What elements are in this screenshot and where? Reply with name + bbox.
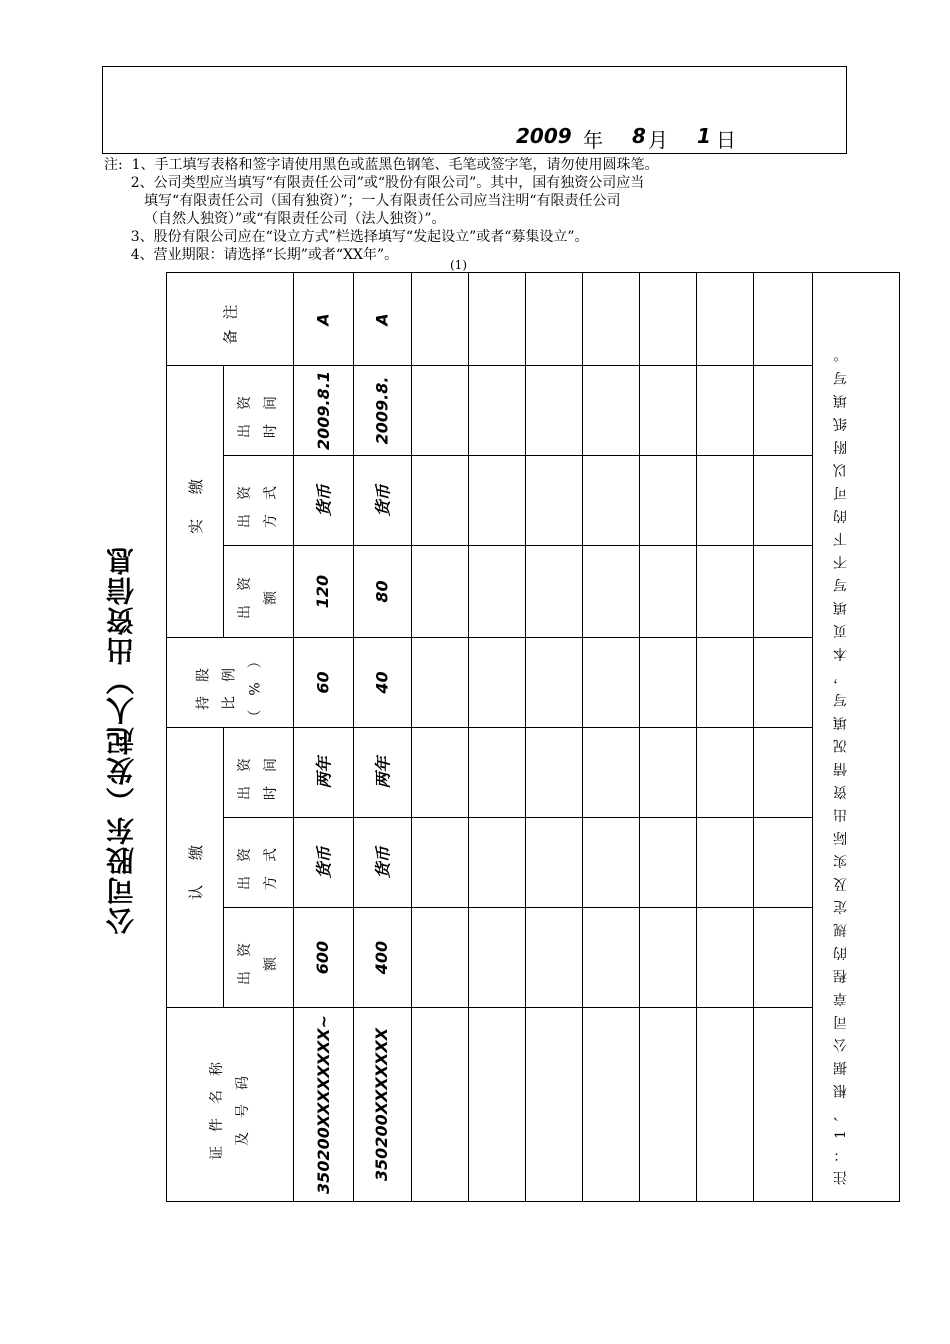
notes-prefix: 注: [104, 157, 123, 173]
row1-share-ratio: 60 [313, 670, 333, 694]
header-paid-time: 出资 时间 [237, 382, 279, 438]
header-sub-time: 出资 时间 [237, 744, 279, 800]
header-remark: 备注 [221, 293, 240, 345]
header-paid-method: 出资 方式 [237, 472, 279, 528]
note-line: 填写“有限责任公司（国有独资）”；一人有限责任公司应当注明“有限责任公司 [130, 193, 621, 209]
row2-paid-method: 货币 [373, 483, 393, 517]
row2-sub-time: 两年 [373, 755, 393, 789]
row2-remark: A [372, 312, 392, 326]
page-number: (1) [450, 258, 467, 272]
row1-sub-time: 两年 [314, 755, 334, 789]
row2-share-ratio: 40 [372, 670, 392, 694]
row1-remark: A [313, 312, 333, 326]
date-day-unit: 日 [716, 128, 736, 152]
note-line: 2、公司类型应当填写“有限责任公司”或“股份有限公司”。其中，国有独资公司应当 [130, 175, 645, 191]
row2-paid-time: 2009.8. [372, 376, 392, 444]
row2-sub-amount: 400 [372, 940, 392, 974]
row2-id-number: 350200XXXXXXX [372, 1027, 392, 1181]
date-month: 8 [632, 124, 646, 148]
header-paid: 实 缴 [186, 468, 205, 534]
date-year: 2009 [516, 124, 572, 148]
row1-paid-method: 货币 [314, 483, 334, 517]
note-line: 4、营业期限：请选择“长期”或者“XX年”。 [130, 247, 399, 263]
row1-paid-amount: 120 [313, 574, 333, 608]
note-line: （自然人独资）”或“有限责任公司（法人独资）”。 [130, 211, 446, 227]
header-sub-method: 出资 方式 [237, 834, 279, 890]
note-line: 3、股份有限公司应在“设立方式”栏选择填写“发起设立”或者“募集设立”。 [130, 229, 589, 245]
row1-sub-method: 货币 [314, 845, 334, 879]
note-line: 1、手工填写表格和签字请使用黑色或蓝黑色钢笔、毛笔或签字笔，请勿使用圆珠笔。 [131, 157, 659, 173]
row2-paid-amount: 80 [372, 579, 392, 603]
header-sub-amount: 出资 额 [237, 929, 279, 985]
date-year-unit: 年 [583, 128, 603, 152]
side-note: 注：1、根据公司章程的规定及实际出资情况填写，本页填写不下的可以附纸填写。 [833, 339, 849, 1185]
header-paid-amount: 出资 额 [237, 563, 279, 619]
page-title: 公司股东（发起人）出资信息 [105, 545, 138, 935]
investment-table [166, 272, 900, 1202]
notes [104, 156, 659, 264]
row2-sub-method: 货币 [373, 845, 393, 879]
row1-sub-amount: 600 [313, 940, 333, 974]
row1-id-number: 350200XXXXXXXX~ [313, 1014, 333, 1194]
date-day: 1 [697, 124, 711, 148]
header-subscribed: 认 缴 [186, 834, 205, 900]
header-share-ratio: 持股 比例 （%） [196, 640, 264, 724]
date-month-unit: 月 [648, 128, 668, 152]
header-id-number: 证件名称 及号码 [209, 1048, 251, 1160]
row1-paid-time: 2009.8.1 [313, 370, 333, 450]
